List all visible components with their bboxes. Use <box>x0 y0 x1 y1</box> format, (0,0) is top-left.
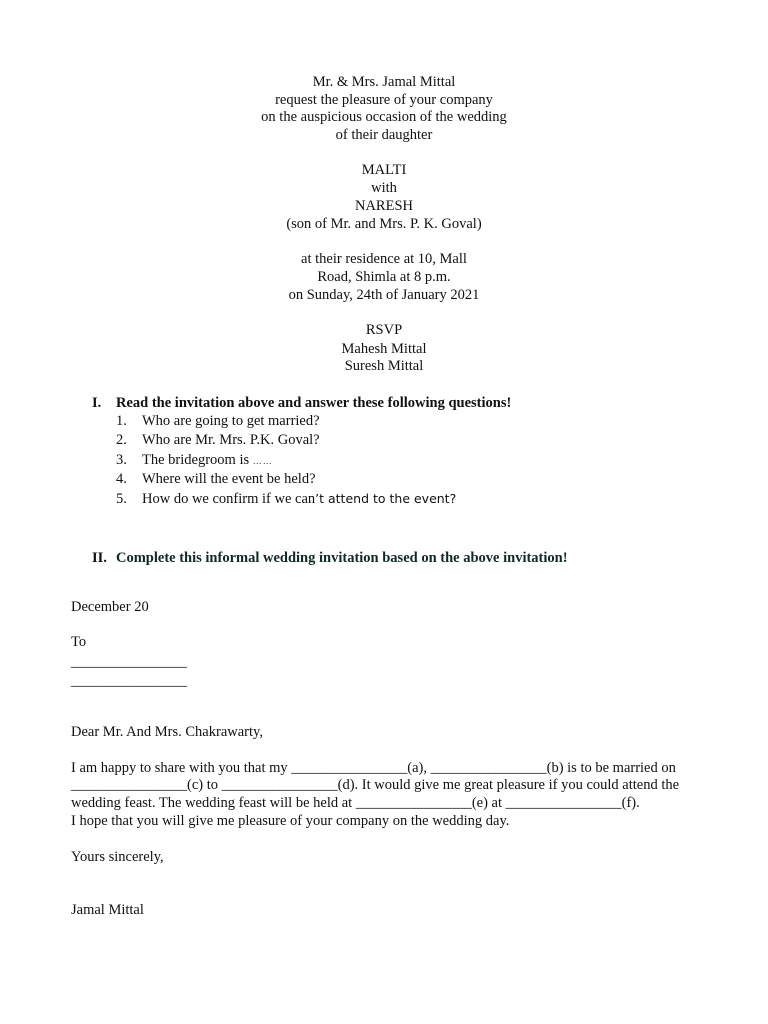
question-item <box>116 451 273 471</box>
question-text: The bridegroom is <box>142 452 253 468</box>
bride-name: MALTI <box>361 162 407 178</box>
letter-salutation: Dear Mr. And Mrs. Chakrawarty, <box>71 724 263 740</box>
rsvp-label: RSVP <box>365 322 403 338</box>
question-number: 5. <box>116 491 127 507</box>
invitation-line: of their daughter <box>335 127 433 143</box>
invitation-line: request the pleasure of your company <box>275 92 493 108</box>
question-number: 1. <box>116 413 127 429</box>
question-item <box>116 412 320 430</box>
invitation-line: on the auspicious occasion of the wedding <box>261 109 507 125</box>
question-number: 4. <box>116 471 127 487</box>
date-line: on Sunday, 24th of January 2021 <box>288 287 480 303</box>
letter-body-line: I am happy to share with you that my ________________(a), ________________(b) is to be married on <box>71 760 676 776</box>
section-2-numeral: II. <box>92 550 107 566</box>
question-text: Who are going to get married? <box>142 413 320 429</box>
section-1-heading: Read the invitation above and answer these following questions! <box>116 395 512 411</box>
letter-closing: Yours sincerely, <box>71 849 164 865</box>
address-blank: ________________ <box>71 654 187 670</box>
question-text: How do we confirm if we can <box>142 491 316 507</box>
question-text-tail: ’t attend to the event? <box>315 491 457 506</box>
letter-body-line: I hope that you will give me pleasure of your company on the wedding day. <box>71 813 510 829</box>
letter-signature: Jamal Mittal <box>71 902 144 918</box>
question-dots: …… <box>252 457 273 467</box>
question-item <box>116 490 456 508</box>
question-number: 2. <box>116 432 127 448</box>
address-blank: ________________ <box>71 673 187 689</box>
question-item <box>116 470 316 488</box>
invitation-line: with <box>371 180 397 196</box>
question-text: Who are Mr. Mrs. P.K. Goval? <box>142 432 320 448</box>
letter-date: December 20 <box>71 599 149 615</box>
question-item <box>116 431 320 449</box>
section-1-numeral: I. <box>92 395 102 411</box>
letter-body-line: ________________(c) to ________________(d). It would give me great pleasure if you could attend the <box>71 777 680 793</box>
rsvp-contact: Suresh Mittal <box>344 358 424 374</box>
venue-line: Road, Shimla at 8 p.m. <box>317 269 451 285</box>
groom-parents: (son of Mr. and Mrs. P. K. Goval) <box>286 216 482 232</box>
question-text: Where will the event be held? <box>142 471 316 487</box>
host-names: Mr. & Mrs. Jamal Mittal <box>312 74 456 90</box>
letter-to: To <box>71 634 87 650</box>
question-number: 3. <box>116 452 127 468</box>
groom-name: NARESH <box>354 198 413 214</box>
venue-line: at their residence at 10, Mall <box>301 251 467 267</box>
letter-body-line: wedding feast. The wedding feast will be held at ________________(e) at ________________(f). <box>71 795 640 811</box>
rsvp-contact: Mahesh Mittal <box>341 341 427 357</box>
section-2-heading: Complete this informal wedding invitation based on the above invitation! <box>116 550 568 566</box>
